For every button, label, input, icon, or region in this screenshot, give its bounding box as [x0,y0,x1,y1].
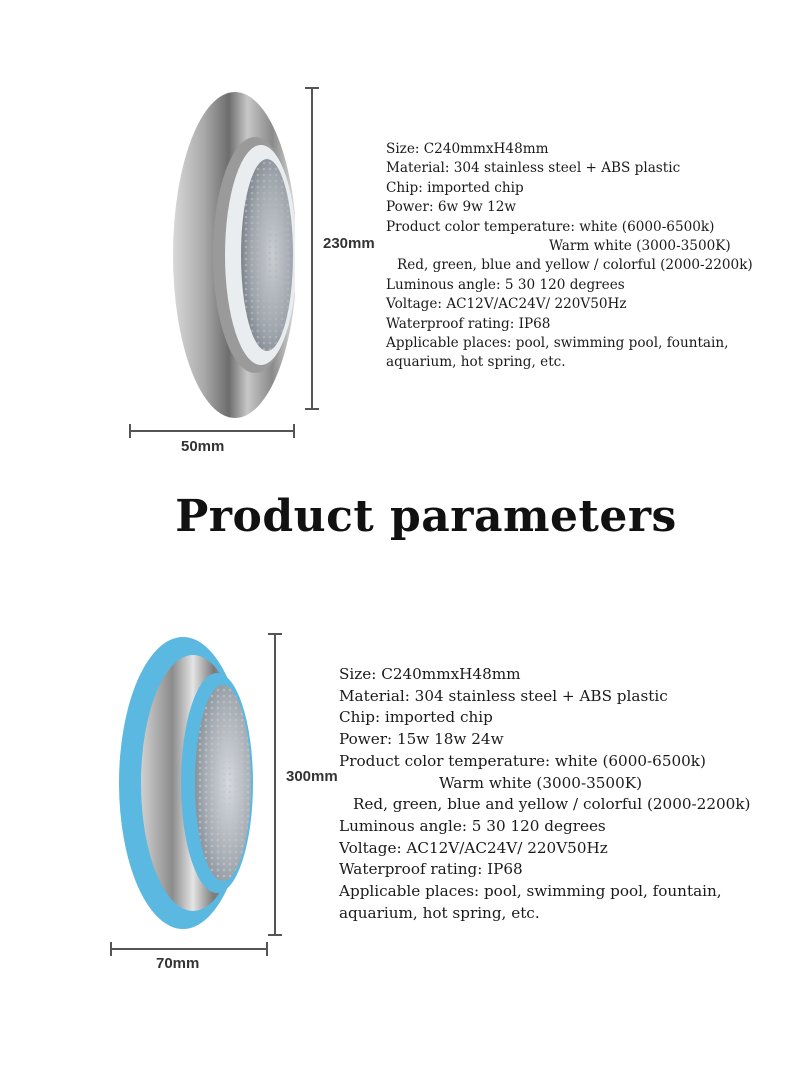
spec-places: Applicable places: pool, swimming pool, fountain, [339,882,722,901]
spec-warm-white: Warm white (3000-3500K) [549,238,731,255]
spec-rgb: Red, green, blue and yellow / colorful (2000-2200k) [353,795,751,814]
product2-lamp-image [113,633,263,938]
spec-color-temp: Product color temperature: white (6000-6500k) [339,751,706,770]
spec-waterproof: Waterproof rating: IP68 [386,315,551,332]
product1-width-label: 50mm [181,438,225,455]
spec-places-cont: aquarium, hot spring, etc. [339,903,540,922]
spec-chip: Chip: imported chip [339,708,493,727]
spec-warm-white: Warm white (3000-3500K) [439,773,643,792]
spec-material: Material: 304 stainless steel + ABS plastic [386,160,681,177]
spec-size: Size: C240mmxH48mm [339,665,521,683]
spec-power: Power: 15w 18w 24w [339,730,504,749]
spec-voltage: Voltage: AC12V/AC24V/ 220V50Hz [339,838,608,857]
spec-material: Material: 304 stainless steel + ABS plastic [339,686,668,705]
product1-height-cap-bottom [305,408,319,410]
spec-places-cont: aquarium, hot spring, etc. [386,354,566,371]
spec-voltage: Voltage: AC12V/AC24V/ 220V50Hz [386,296,627,313]
spec-color-temp: Product color temperature: white (6000-6500k) [386,218,715,235]
product1-lamp-image [165,88,295,423]
product1-height-label: 230mm [323,235,375,252]
spec-angle: Luminous angle: 5 30 120 degrees [386,276,625,293]
spec-size: Size: C240mmxH48mm [386,141,549,157]
product2-width-line [110,948,268,950]
product2-width-label: 70mm [156,955,200,972]
product1-height-line [311,87,313,409]
product1-width-cap-right [293,424,295,438]
product2-width-cap-right [266,942,268,956]
product1-width-line [129,430,295,432]
product1-specs [386,140,753,373]
section-title: Product parameters [175,491,677,542]
spec-waterproof: Waterproof rating: IP68 [339,860,523,879]
spec-places: Applicable places: pool, swimming pool, fountain, [386,335,729,352]
product2-specs [339,664,750,924]
spec-power: Power: 6w 9w 12w [386,199,517,216]
spec-angle: Luminous angle: 5 30 120 degrees [339,816,606,835]
product2-height-line [274,633,276,935]
spec-chip: Chip: imported chip [386,179,524,196]
product2-height-cap-bottom [268,934,282,936]
product2-height-label: 300mm [286,768,338,785]
spec-rgb: Red, green, blue and yellow / colorful (2000-2200k) [397,257,753,274]
